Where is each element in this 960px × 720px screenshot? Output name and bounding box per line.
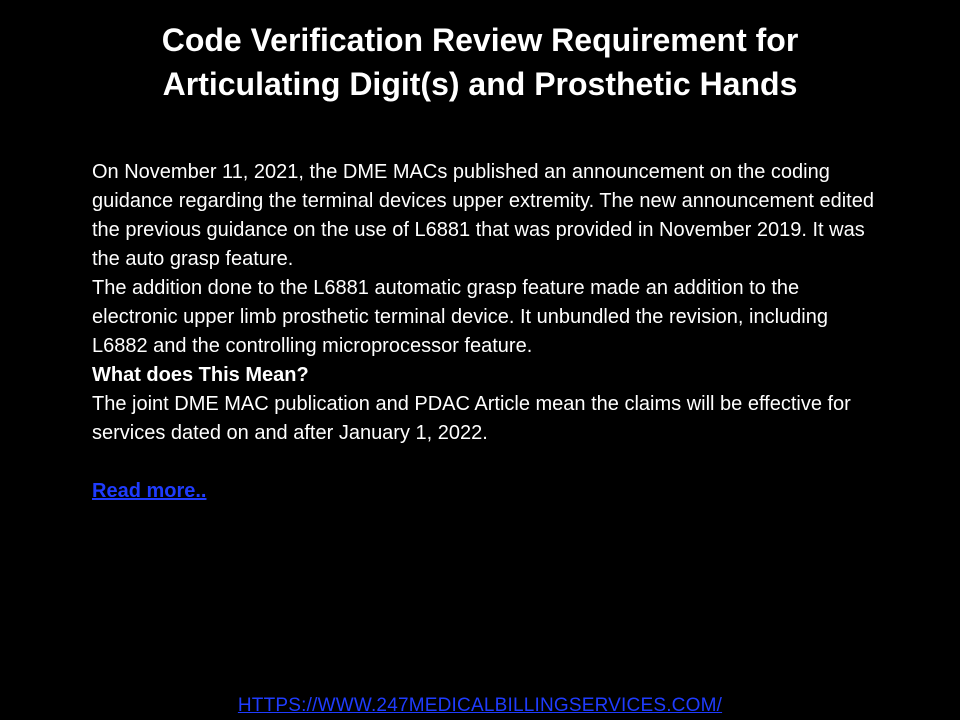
paragraph-addition: The addition done to the L6881 automatic grasp feature made an addition to the electronic upper limb prosthetic terminal device. It unbundled the revision, including L6882 and the controlling microprocessor feature. [92, 277, 828, 357]
slide-title-line-2: Articulating Digit(s) and Prosthetic Hands [162, 66, 798, 102]
paragraph-meaning: The joint DME MAC publication and PDAC Article mean the claims will be effective for services dated on and after January 1, 2022. [92, 393, 851, 444]
spacer [92, 448, 882, 477]
slide-title-line-1: Code Verification Review Requirement for [161, 22, 799, 58]
paragraph-announcement: On November 11, 2021, the DME MACs published an announcement on the coding guidance regarding the terminal devices upper extremity. The new announcement edited the previous guidance on the use of L6881 that was provided in November 2019. It was the auto grasp feature. [92, 161, 874, 270]
section-heading: What does This Mean? [92, 364, 309, 386]
slide-body [92, 158, 882, 506]
footer-website-link[interactable]: HTTPS://WWW.247MEDICALBILLINGSERVICES.COM/ [237, 695, 723, 716]
slide-title [40, 18, 920, 106]
read-more-link[interactable]: Read more.. [92, 480, 207, 502]
